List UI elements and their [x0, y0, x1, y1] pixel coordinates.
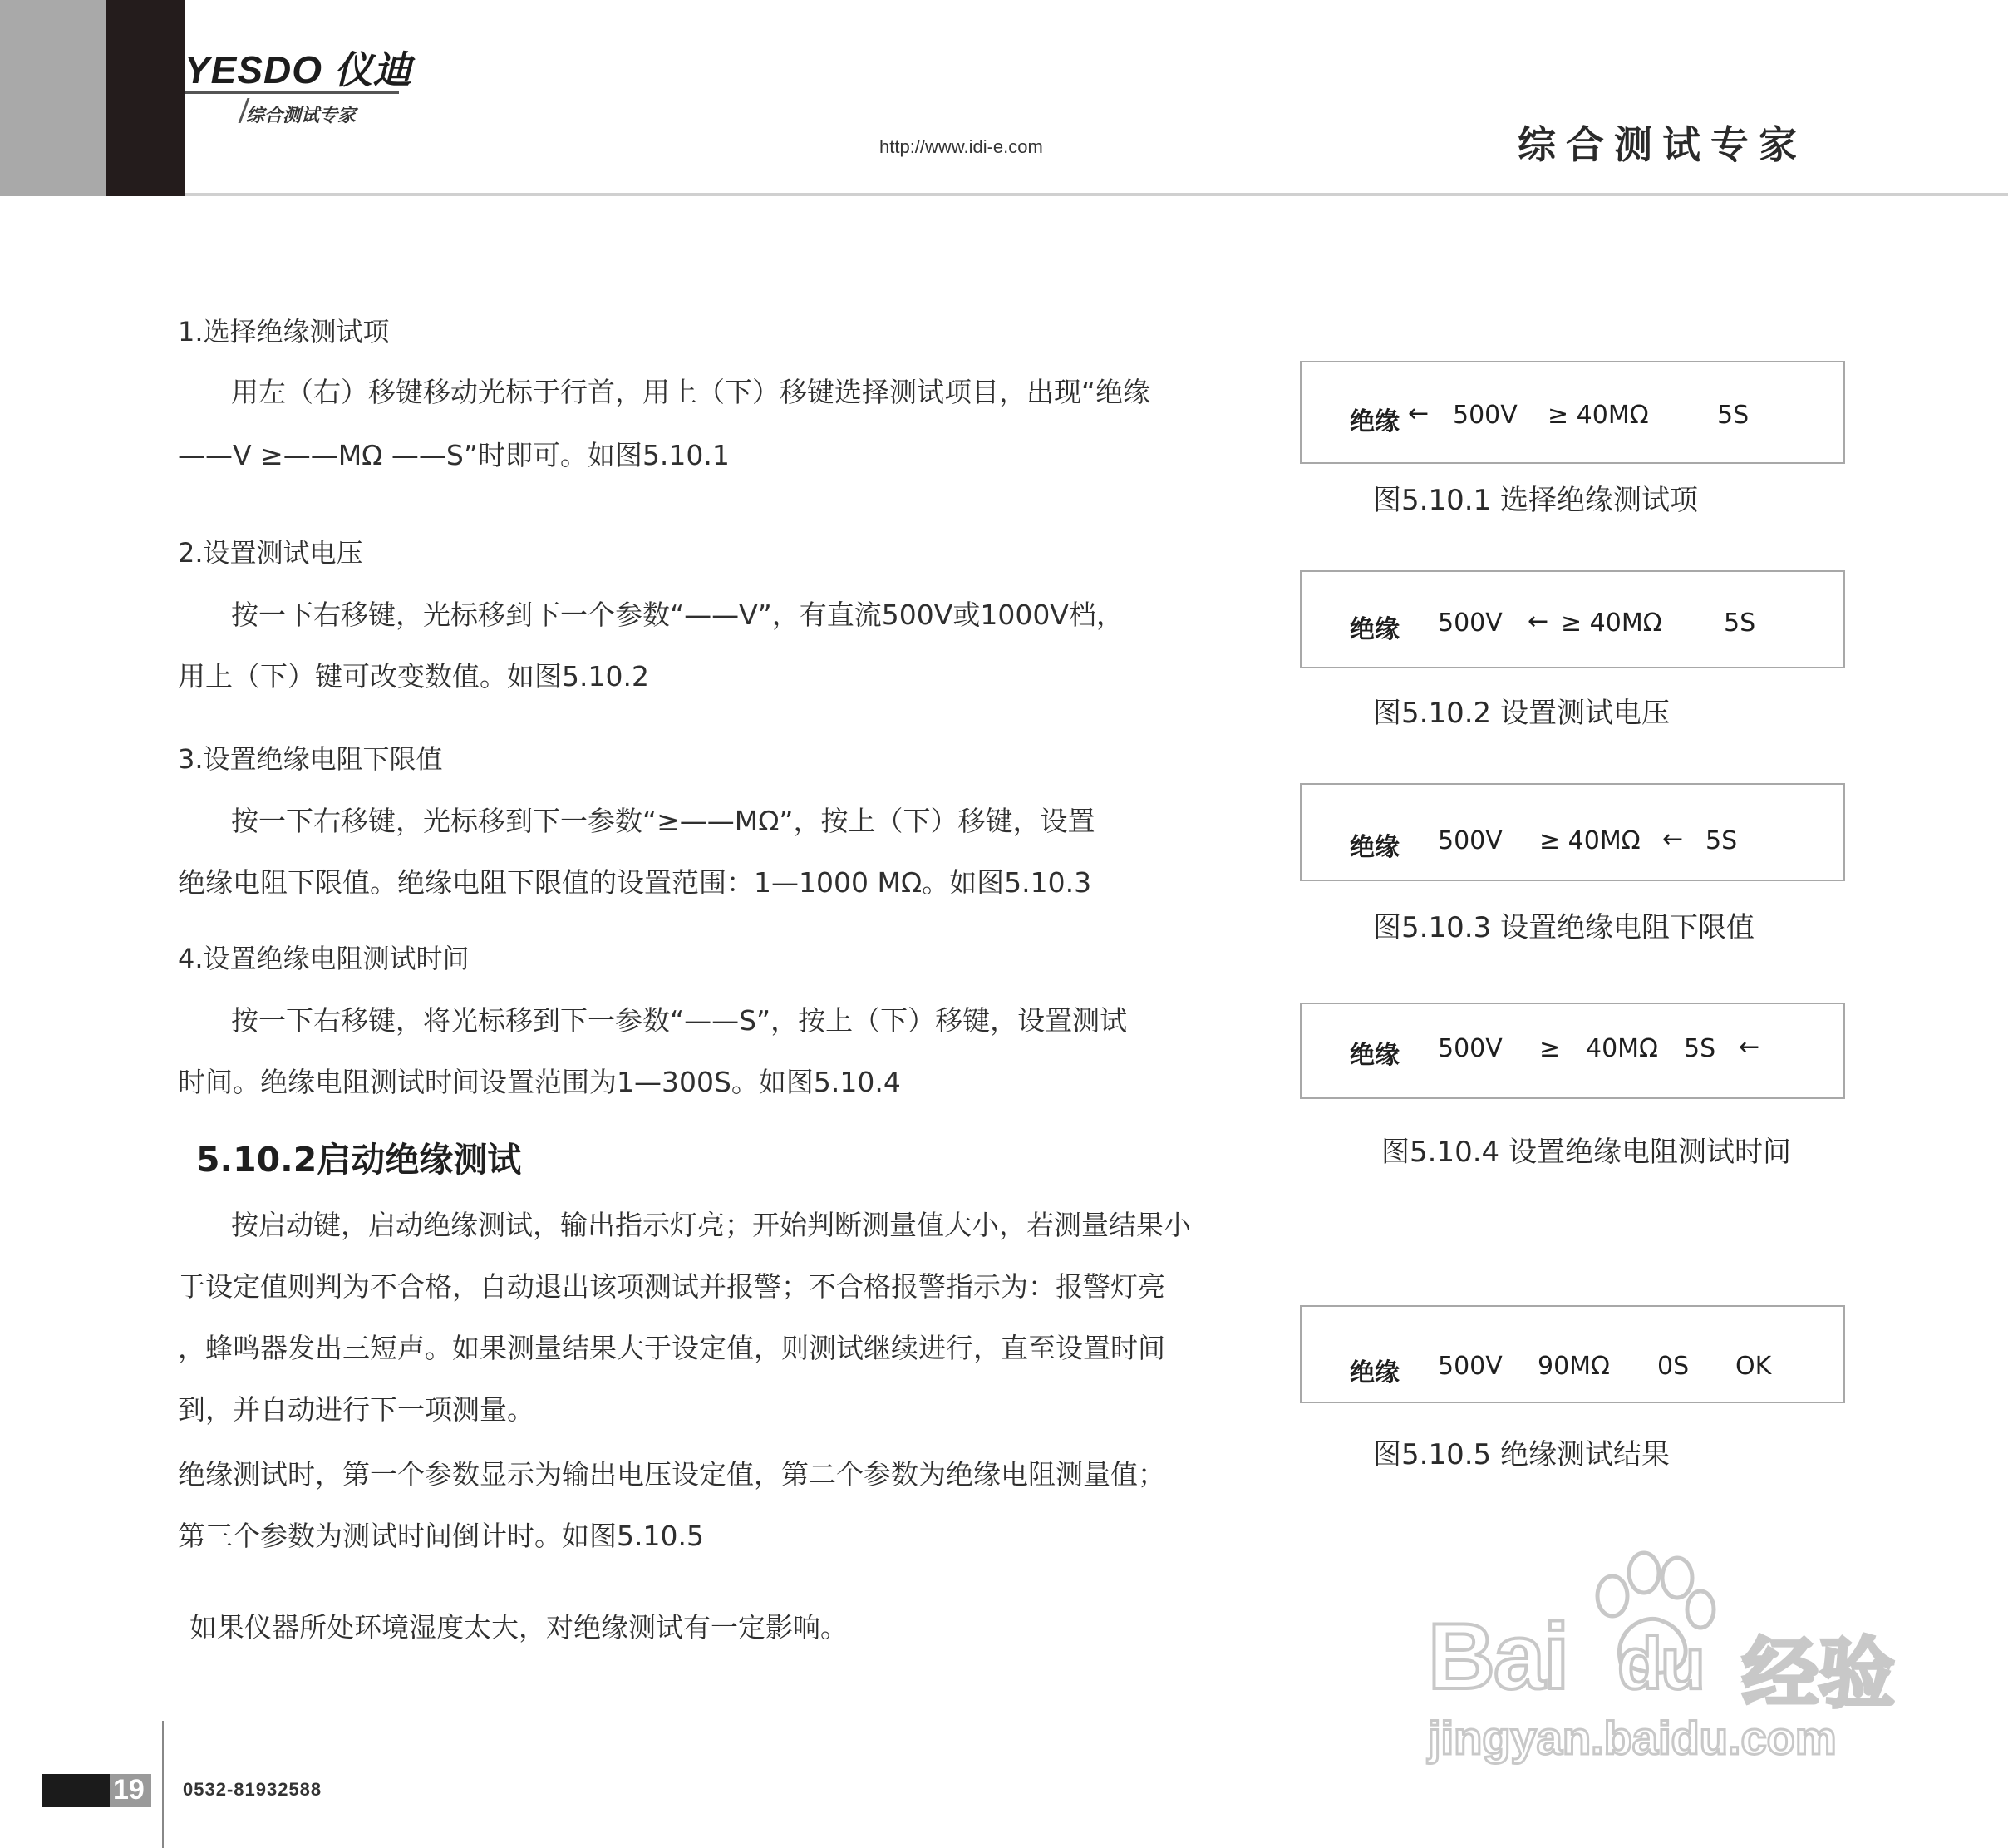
fig4-ge-symbol: ≥ [1539, 1034, 1561, 1063]
figure-3-display [1300, 783, 1845, 881]
footer-phone: 0532-81932588 [183, 1779, 322, 1800]
fig1-time: 5S [1717, 401, 1750, 430]
step-3-title: 3.设置绝缘电阻下限值 [178, 743, 443, 775]
fig2-voltage: 500V [1438, 609, 1503, 638]
fig4-label: 绝缘 [1350, 1041, 1400, 1070]
header-title: 综合测试专家 [1518, 122, 1807, 167]
fig5-voltage: 500V [1438, 1352, 1503, 1381]
fig5-label: 绝缘 [1350, 1358, 1400, 1387]
footer-black-band [42, 1774, 110, 1807]
logo-tagline: 综合测试专家 [246, 106, 357, 126]
fig5-status: OK [1735, 1352, 1772, 1381]
logo-underline [185, 91, 399, 94]
fig2-label: 绝缘 [1350, 615, 1400, 644]
footer-divider [162, 1721, 164, 1848]
section-line-5: 绝缘测试时，第一个参数显示为输出电压设定值，第二个参数为绝缘电阻测量值； [178, 1458, 1165, 1491]
fig1-label: 绝缘 [1350, 407, 1400, 436]
figure-4-caption: 图5.10.4 设置绝缘电阻测试时间 [1381, 1136, 1791, 1169]
section-line-2: 于设定值则判为不合格，自动退出该项测试并报警；不合格报警指示为：报警灯亮 [178, 1270, 1165, 1303]
figure-1-caption: 图5.10.1 选择绝缘测试项 [1373, 484, 1698, 517]
fig4-time: 5S [1684, 1034, 1716, 1063]
figure-1-display [1300, 361, 1845, 464]
fig3-time: 5S [1705, 826, 1738, 855]
fig1-voltage: 500V [1453, 401, 1518, 430]
header-gray-band [0, 0, 106, 196]
figure-5-display [1300, 1305, 1845, 1403]
watermark-url: jingyan.baidu.com [1428, 1712, 1837, 1764]
fig1-resistance: ≥ 40MΩ [1548, 401, 1649, 430]
section-note: 如果仪器所处环境湿度太大，对绝缘测试有一定影响。 [189, 1611, 848, 1643]
cursor-arrow-icon: ← [1408, 399, 1430, 428]
fig2-resistance: ≥ 40MΩ [1561, 609, 1662, 638]
step-4-title: 4.设置绝缘电阻测试时间 [178, 943, 470, 974]
step-1-line-2: ——V ≥——MΩ ——S”时即可。如图5.10.1 [178, 439, 730, 471]
step-1-title: 1.选择绝缘测试项 [178, 316, 390, 347]
fig5-resistance: 90MΩ [1538, 1352, 1610, 1381]
step-2-line-1: 按一下右移键，光标移到下一个参数“——V”，有直流500V或1000V档， [231, 599, 1124, 631]
figure-3-caption: 图5.10.3 设置绝缘电阻下限值 [1373, 911, 1755, 944]
cursor-arrow-icon: ← [1528, 607, 1549, 636]
section-line-4: 到，并自动进行下一项测量。 [178, 1393, 534, 1426]
fig4-voltage: 500V [1438, 1034, 1503, 1063]
step-4-line-2: 时间。绝缘电阻测试时间设置范围为1—300S。如图5.10.4 [178, 1066, 901, 1098]
fig5-time: 0S [1657, 1352, 1690, 1381]
cursor-arrow-icon: ← [1662, 825, 1684, 854]
fig2-time: 5S [1724, 609, 1756, 638]
figure-2-caption: 图5.10.2 设置测试电压 [1373, 697, 1670, 730]
fig3-resistance: ≥ 40MΩ [1539, 826, 1641, 855]
header-black-band [106, 0, 185, 196]
cursor-arrow-icon: ← [1739, 1032, 1760, 1062]
watermark-jingyan: 经验 [1742, 1629, 1896, 1718]
fig3-voltage: 500V [1438, 826, 1503, 855]
section-title: 5.10.2启动绝缘测试 [196, 1140, 522, 1180]
step-1-line-1: 用左（右）移键移动光标于行首，用上（下）移键选择测试项目，出现“绝缘 [231, 376, 1151, 408]
step-3-line-2: 绝缘电阻下限值。绝缘电阻下限值的设置范围：1—1000 MΩ。如图5.10.3 [178, 866, 1092, 899]
figure-5-caption: 图5.10.5 绝缘测试结果 [1373, 1438, 1670, 1471]
section-line-1: 按启动键，启动绝缘测试，输出指示灯亮；开始判断测量值大小，若测量结果小 [231, 1209, 1191, 1241]
figure-2-display [1300, 570, 1845, 668]
website-url[interactable]: http://www.idi-e.com [879, 136, 1043, 157]
header-divider [185, 193, 2008, 196]
step-2-title: 2.设置测试电压 [178, 537, 363, 569]
section-line-3: ，蜂鸣器发出三短声。如果测量结果大于设定值，则测试继续进行，直至设置时间 [178, 1332, 1165, 1364]
fig3-label: 绝缘 [1350, 833, 1400, 862]
step-4-line-1: 按一下右移键，将光标移到下一参数“——S”，按上（下）移键，设置测试 [231, 1004, 1128, 1037]
section-line-6: 第三个参数为测试时间倒计时。如图5.10.5 [178, 1520, 704, 1552]
step-3-line-1: 按一下右移键，光标移到下一参数“≥——MΩ”，按上（下）移键，设置 [231, 805, 1095, 837]
figure-4-display [1300, 1003, 1845, 1099]
brand-logo: YESDO 仪迪 [185, 48, 412, 91]
page-number: 19 [113, 1774, 145, 1806]
watermark-brand: Bai du [1428, 1604, 1704, 1708]
step-2-line-2: 用上（下）键可改变数值。如图5.10.2 [178, 660, 649, 692]
fig4-resistance: 40MΩ [1586, 1034, 1658, 1063]
